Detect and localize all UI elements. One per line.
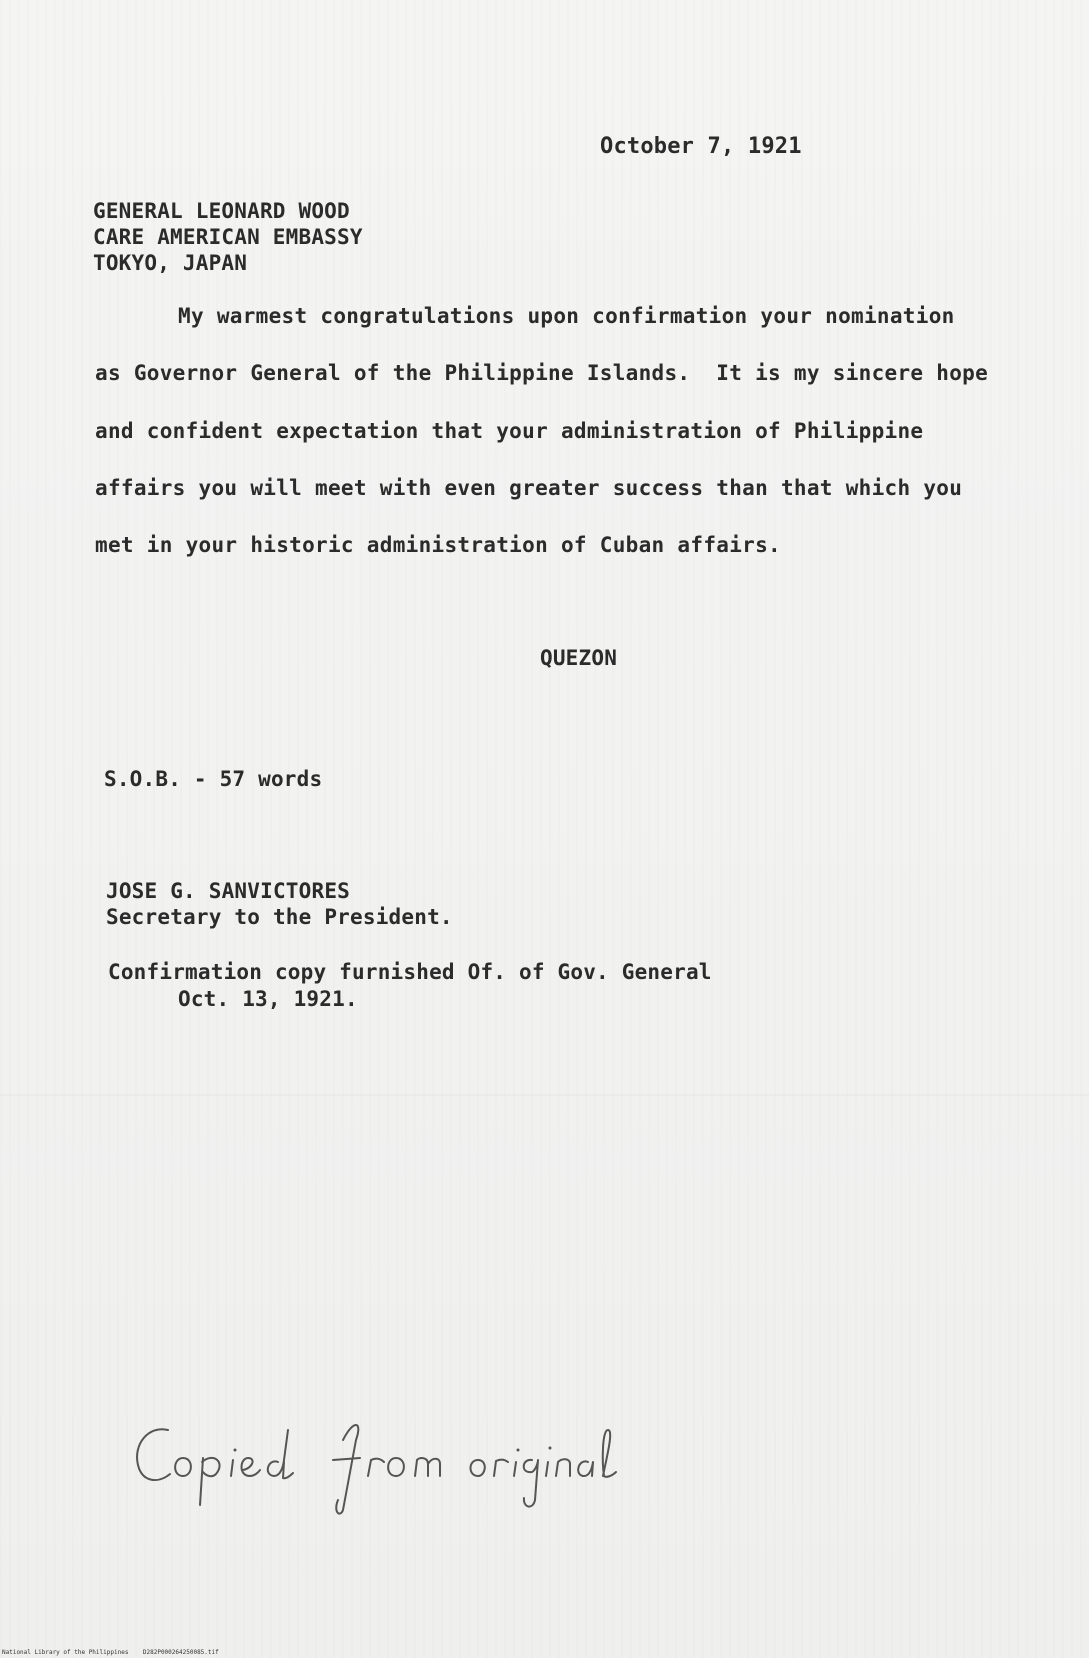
letter-date: October 7, 1921 xyxy=(600,134,802,159)
addressee-line-3: TOKYO, JAPAN xyxy=(93,251,248,275)
body-line-2: as Governor General of the Philippine Islands. It is my sincere hope xyxy=(95,361,989,385)
signature-name: QUEZON xyxy=(540,646,618,670)
secretary-name: JOSE G. SANVICTORES xyxy=(106,879,351,903)
body-line-4: affairs you will meet with even greater success than that which you xyxy=(95,476,963,500)
body-line-3: and confident expectation that your administration of Philippine xyxy=(95,419,924,443)
handwritten-note xyxy=(128,1400,628,1520)
secretary-title: Secretary to the President. xyxy=(106,905,453,929)
confirmation-line-2: Oct. 13, 1921. xyxy=(178,987,358,1011)
word-count: S.O.B. - 57 words xyxy=(104,767,323,791)
page-fold-line xyxy=(0,1094,1089,1096)
body-line-1: My warmest congratulations upon confirmation your nomination xyxy=(178,304,955,328)
body-line-5: met in your historic administration of Cuban affairs. xyxy=(95,533,781,557)
archive-footer: National Library of the Philippines D282P000264250085.tif xyxy=(2,1649,219,1656)
addressee-line-1: GENERAL LEONARD WOOD xyxy=(93,199,350,223)
addressee-line-2: CARE AMERICAN EMBASSY xyxy=(93,225,363,249)
confirmation-line-1: Confirmation copy furnished Of. of Gov. General xyxy=(108,960,712,984)
